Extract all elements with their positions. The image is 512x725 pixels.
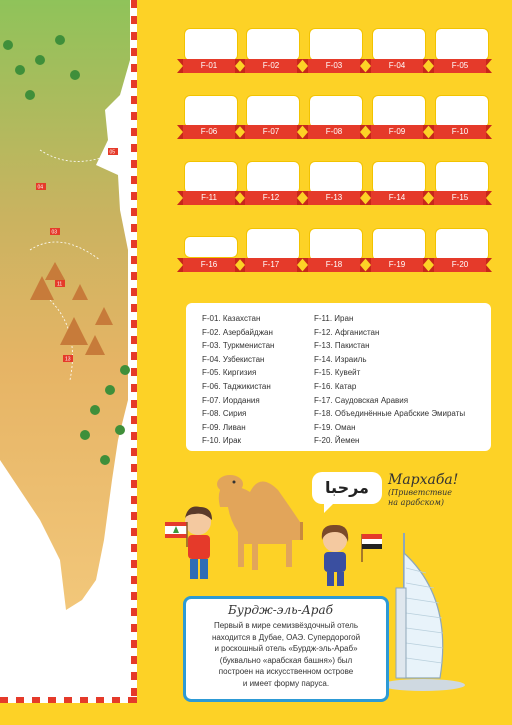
sticker-slot[interactable] <box>247 29 299 60</box>
sticker-label: F-19 <box>371 258 423 272</box>
sticker-slot[interactable] <box>373 29 425 60</box>
sticker-slot[interactable] <box>310 162 362 193</box>
sticker-slot[interactable] <box>373 162 425 193</box>
legend-item: F-17. Саудовская Аравия <box>314 395 409 405</box>
sticker-label: F-14 <box>371 191 423 205</box>
lebanon-flag-icon <box>165 522 187 547</box>
legend-item: F-20. Йемен <box>314 436 360 446</box>
sticker-label: F-03 <box>308 59 360 73</box>
burj-text-line: и роскошный отель «Бурдж-эль-Араб» <box>214 644 358 653</box>
map-marker: 04 <box>37 184 44 191</box>
sticker-slot[interactable] <box>436 96 488 127</box>
boy-icon <box>185 506 212 579</box>
sticker-label: F-13 <box>308 191 360 205</box>
legend-item: F-14. Израиль <box>314 354 367 364</box>
sticker-slot[interactable] <box>247 162 299 193</box>
sticker-slot[interactable] <box>310 96 362 127</box>
legend-column-left <box>202 312 274 448</box>
legend-item: F-16. Катар <box>314 381 357 391</box>
sticker-slot[interactable] <box>373 229 425 260</box>
map-marker: 11 <box>57 281 63 288</box>
burj-title: Бурдж-эль-Араб <box>228 603 333 617</box>
sticker-slot[interactable] <box>436 29 488 60</box>
burj-text-line: и имеет форму паруса. <box>242 678 330 688</box>
sticker-label: F-06 <box>183 125 235 139</box>
sticker-slot[interactable] <box>247 229 299 260</box>
sticker-label: F-08 <box>308 125 360 139</box>
sticker-label: F-10 <box>434 125 486 139</box>
map-marker: 13 <box>65 356 71 363</box>
burj-info-box <box>183 596 389 702</box>
burj-description <box>186 620 386 689</box>
legend-item: F-15. Кувейт <box>314 368 361 378</box>
burj-text-line: (буквально «арабская башня») был <box>219 655 353 665</box>
sticker-label: F-07 <box>245 125 297 139</box>
legend-item: F-13. Пакистан <box>314 341 370 351</box>
sticker-slot[interactable] <box>185 96 237 127</box>
sticker-label: F-18 <box>308 258 360 272</box>
map-illustration <box>0 0 143 725</box>
sticker-slot[interactable] <box>247 96 299 127</box>
sticker-slot[interactable] <box>436 229 488 260</box>
legend-item: F-06. Таджикистан <box>202 381 271 391</box>
sticker-label: F-17 <box>245 258 297 272</box>
legend-item: F-03. Туркменистан <box>202 341 275 351</box>
legend-item: F-07. Иордания <box>202 395 260 405</box>
legend-item: F-11. Иран <box>314 314 354 323</box>
sticker-label: F-01 <box>183 59 235 73</box>
sticker-label: F-04 <box>371 59 423 73</box>
sticker-slot[interactable] <box>185 29 237 60</box>
sticker-label: F-02 <box>245 59 297 73</box>
sticker-label: F-15 <box>434 191 486 205</box>
camel-icon <box>217 475 303 570</box>
legend-column-right <box>314 312 465 448</box>
greeting-subtitle-line: на арабском) <box>388 498 444 507</box>
burj-text-line: построен на искусственном острове <box>218 667 354 676</box>
country-legend <box>186 303 491 451</box>
burj-text-line: находится в Дубае, ОАЭ. Супердорогой <box>211 632 361 642</box>
sticker-label: F-05 <box>434 59 486 73</box>
legend-item: F-18. Объединённые Арабские Эмираты <box>314 409 466 419</box>
sticker-slot[interactable] <box>436 162 488 193</box>
greeting-subtitle-line: (Приветствие <box>388 488 452 497</box>
sticker-slot[interactable] <box>310 229 362 260</box>
greeting-word: Мархаба! <box>388 472 459 488</box>
arabic-speech-bubble <box>312 472 382 504</box>
legend-item: F-04. Узбекистан <box>202 354 265 364</box>
map-marker: 03 <box>51 229 58 236</box>
legend-item: F-09. Ливан <box>202 422 246 432</box>
greeting-caption <box>388 472 483 508</box>
sticker-slot[interactable] <box>185 162 237 193</box>
sticker-slot[interactable] <box>185 237 237 257</box>
sticker-label: F-16 <box>183 258 235 272</box>
burj-al-arab-icon <box>378 528 468 693</box>
sticker-label: F-20 <box>434 258 486 272</box>
sticker-label: F-11 <box>183 191 235 205</box>
legend-item: F-05. Киргизия <box>202 368 257 378</box>
legend-item: F-10. Ирак <box>202 436 242 446</box>
sticker-slot[interactable] <box>310 29 362 60</box>
legend-item: F-08. Сирия <box>202 409 247 419</box>
arabic-greeting: مرحبا <box>325 478 369 497</box>
sticker-label: F-12 <box>245 191 297 205</box>
map-marker: 05 <box>109 149 116 156</box>
sticker-slot[interactable] <box>373 96 425 127</box>
legend-item: F-01. Казахстан <box>202 314 261 323</box>
legend-item: F-02. Азербайджан <box>202 327 273 337</box>
legend-item: F-19. Оман <box>314 422 356 432</box>
sticker-label: F-09 <box>371 125 423 139</box>
girl-icon <box>322 525 348 586</box>
burj-text-line: Первый в мире семизвёздочный отель <box>213 621 358 630</box>
legend-item: F-12. Афганистан <box>314 327 380 337</box>
region-map <box>0 0 143 725</box>
